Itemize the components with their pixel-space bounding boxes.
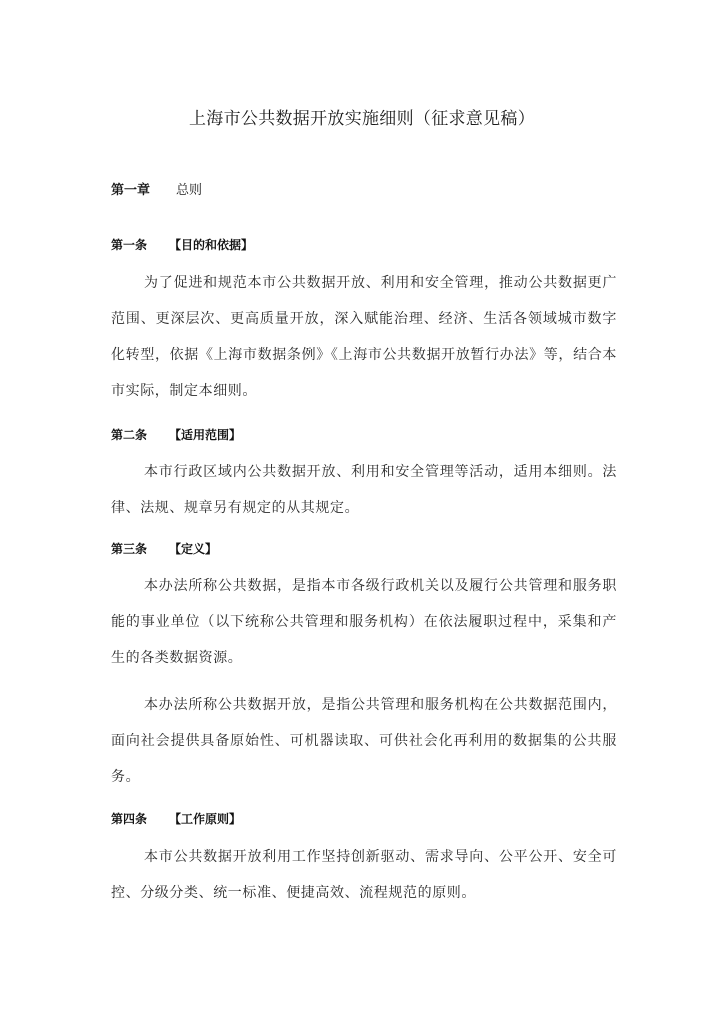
document-title: 上海市公共数据开放实施细则（征求意见稿） (189, 109, 535, 129)
article-heading (111, 540, 217, 557)
article-number: 第一条 (111, 238, 148, 252)
article-number: 第四条 (111, 812, 148, 826)
article-title: 【适用范围】 (169, 428, 242, 442)
article-number: 第二条 (111, 428, 148, 442)
article-paragraph: 本办法所称公共数据，是指本市各级行政机关以及履行公共管理和服务职能的事业单位（以下统称公共管理和服务机构）在依法履职过程中，采集和产生的各类数据资源。 (111, 578, 617, 666)
article-number: 第三条 (111, 542, 148, 556)
article-paragraph: 本市公共数据开放利用工作坚持创新驱动、需求导向、公平公开、安全可控、分级分类、统一标准、便捷高效、流程规范的原则。 (111, 849, 617, 901)
chapter-heading (111, 179, 202, 198)
chapter-name: 总则 (176, 183, 203, 198)
article-heading (111, 426, 241, 443)
article-title: 【目的和依据】 (169, 238, 254, 252)
article-heading (111, 810, 241, 827)
article-title: 【定义】 (169, 542, 218, 556)
article-paragraph: 本市行政区域内公共数据开放、利用和安全管理等活动，适用本细则。法律、法规、规章另有规定的从其规定。 (111, 464, 617, 516)
article-title: 【工作原则】 (169, 812, 242, 826)
article-paragraph: 为了促进和规范本市公共数据开放、利用和安全管理，推动公共数据更广范围、更深层次、更高质量开放，深入赋能治理、经济、生活各领域城市数字化转型，依据《上海市数据条例》《上海市公共数据开放暂行办法》等，结合本市实际，制定本细则。 (111, 275, 617, 399)
chapter-number: 第一章 (111, 183, 151, 198)
article-heading (111, 236, 253, 253)
article-paragraph: 本办法所称公共数据开放，是指公共管理和服务机构在公共数据范围内，面向社会提供具备原始性、可机器读取、可供社会化再利用的数据集的公共服务。 (111, 697, 617, 785)
